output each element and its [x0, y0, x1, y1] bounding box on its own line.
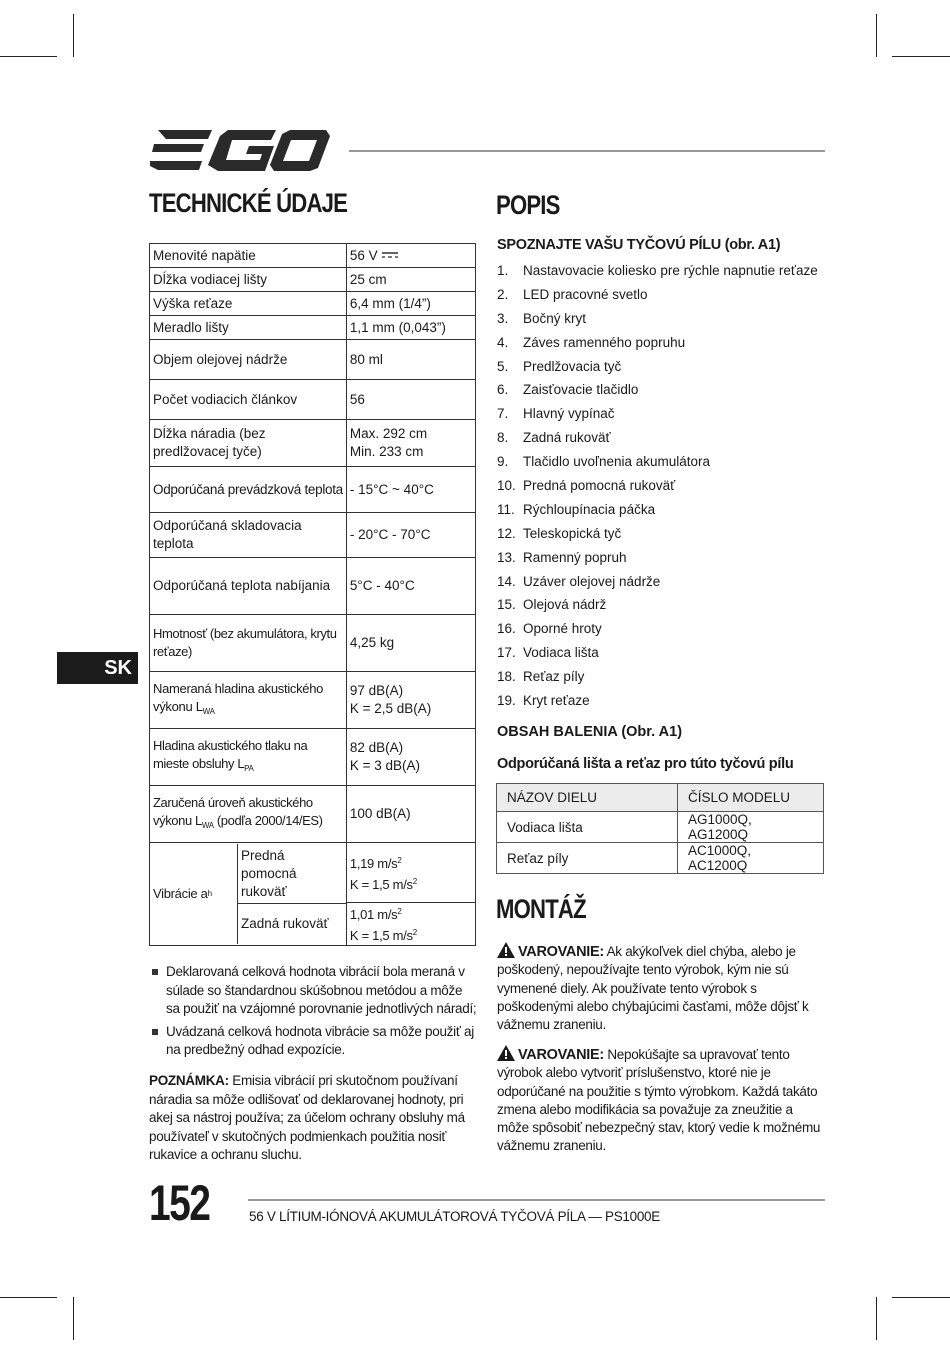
spec-value: 1,01 $m/s^2$ K = 1,5 $m/s^2$	[346, 903, 475, 946]
spec-value: - 20°C - 70°C	[346, 513, 475, 558]
spec-value: 4,25 kg	[346, 615, 475, 672]
spec-label: Odporúčaná teplota nabíjania	[150, 558, 347, 615]
spec-value: 97 dB(A) K = 2,5 dB(A)	[346, 672, 475, 729]
list-item: 14. Uzáver olejovej nádrže	[497, 573, 661, 589]
crop-mark	[73, 14, 74, 57]
column-header: NÁZOV DIELU	[497, 784, 678, 812]
vibration-handle: Predná pomocná rukoväť	[238, 844, 346, 904]
list-item: 11. Rýchloupínacia páčka	[497, 501, 656, 517]
warning-icon	[497, 942, 515, 958]
warning-text: Ak akýkoľvek diel chýba, alebo je poškodený, nepoužívajte tento výrobok, kým nie sú vymenené diely. Ak používate tento výrobok s poškodenými alebo chýbajúcimi časťami, môže dôjsť k vážnemu zraneniu.	[497, 944, 809, 1033]
list-item: 18. Reťaz píly	[497, 669, 585, 685]
table-row	[150, 380, 476, 420]
dc-symbol-icon	[381, 251, 399, 259]
spec-value: 82 dB(A) K = 3 dB(A)	[346, 729, 475, 786]
footer-text: 56 V LÍTIUM-IÓNOVÁ AKUMULÁTOROVÁ TYČOVÁ PÍLA — PS1000E	[249, 1209, 660, 1224]
ego-logo	[150, 130, 330, 172]
vibration-handle: Zadná rukoväť	[241, 916, 329, 931]
know-your-saw-heading: SPOZNAJTE VAŠU TYČOVÚ PÍLU (obr. A1)	[497, 237, 781, 253]
assembly-title: MONTÁŽ	[496, 894, 586, 924]
note-paragraph	[149, 1072, 469, 1165]
bullet-item: Deklarovaná celková hodnota vibrácií bola meraná v súlade so štandardnou skúšobnou metódou a môže sa použiť na vzájomné porovnanie jednotlivých náradí;	[149, 963, 479, 1019]
recommended-heading: Odporúčaná lišta a reťaz pro túto tyčovú pílu	[497, 756, 794, 772]
list-item: 8. Zadná rukoväť	[497, 430, 611, 446]
spec-label: Menovité napätie	[150, 244, 347, 268]
crop-mark	[0, 1297, 57, 1298]
table-row	[150, 843, 476, 903]
table-cell: AC1000Q, AC1200Q	[678, 843, 824, 874]
table-header-row	[497, 784, 824, 812]
warning-paragraph	[497, 1045, 827, 1156]
table-row	[150, 558, 476, 615]
list-item: 6. Zaisťovacie tlačidlo	[497, 382, 639, 398]
warning-text: Nepokúšajte sa upravovať tento výrobok alebo vytvoriť príslušenstvo, ktoré nie je odporúčané na použitie s týmto výrobkom. Každá takáto zmena alebo modifikácia sa považuje za zneužitie a môže spôsobiť nebezpečný stav, ktorý vedie k možnému vážnemu zraneniu.	[497, 1047, 821, 1154]
list-item: 9. Tlačidlo uvoľnenia akumulátora	[497, 454, 711, 470]
technical-data-title: TECHNICKÉ ÚDAJE	[149, 188, 348, 218]
list-item: 7. Hlavný vypínač	[497, 406, 615, 422]
table-row	[150, 786, 476, 843]
spec-value: 56 V	[346, 244, 475, 268]
package-contents-heading: OBSAH BALENIA (Obr. A1)	[497, 724, 683, 740]
table-cell: Vodiaca lišta	[497, 812, 678, 843]
table-row	[150, 268, 476, 292]
table-row	[150, 340, 476, 380]
note-text: Emisia vibrácií pri skutočnom používaní náradia sa môže odlišovať od deklarovanej hodnoty, pri akej sa nástroj používa; za účelom ochrany obsluhy má používateľ v skutočných podmienkach použitia nosiť rukavice a ochranu sluchu.	[149, 1073, 465, 1162]
vibration-bullets	[149, 963, 479, 1064]
spec-value: 56	[346, 380, 475, 420]
spec-label: Odporúčaná prevádzková teplota	[150, 467, 347, 513]
list-item: 16. Oporné hroty	[497, 621, 602, 637]
table-row	[150, 420, 476, 467]
column-header: ČÍSLO MODELU	[678, 784, 824, 812]
table-row	[150, 615, 476, 672]
spec-label: Zaručená úroveň akustického výkonu $L_{WA}$ (podľa 2000/14/ES)	[150, 786, 347, 843]
spec-value: 6,4 mm (1/4”)	[346, 292, 475, 316]
spec-label: Hladina akustického tlaku na mieste obsluhy $L_{PA}$	[150, 729, 347, 786]
spec-label: Odporúčaná skladovacia teplota	[150, 513, 347, 558]
list-item: 3. Bočný kryt	[497, 310, 587, 326]
list-item: 13. Ramenný popruh	[497, 549, 627, 565]
table-row	[150, 244, 476, 268]
warning-paragraph	[497, 942, 827, 1034]
crop-mark	[892, 1297, 950, 1298]
spec-value: 100 dB(A)	[346, 786, 475, 843]
table-cell: Reťaz píly	[497, 843, 678, 874]
spec-label: Výška reťaze	[150, 292, 347, 316]
spec-label: Hmotnosť (bez akumulátora, krytu reťaze)	[150, 615, 347, 672]
header-rule	[349, 150, 825, 152]
table-row	[150, 513, 476, 558]
list-item: 12. Teleskopická tyč	[497, 525, 622, 541]
table-row	[150, 292, 476, 316]
spec-label: Dĺžka náradia (bez predlžovacej tyče)	[150, 420, 347, 467]
table-row	[150, 467, 476, 513]
spec-label: Dĺžka vodiacej lišty	[150, 268, 347, 292]
warning-label: VAROVANIE:	[518, 944, 604, 960]
spec-value: 1,1 mm (0,043”)	[346, 316, 475, 340]
table-row	[150, 672, 476, 729]
table-row	[150, 316, 476, 340]
spec-table	[149, 243, 476, 946]
crop-mark	[876, 14, 877, 57]
list-item: 2. LED pracovné svetlo	[497, 286, 648, 302]
spec-value: 25 cm	[346, 268, 475, 292]
list-item: 10. Predná pomocná rukoväť	[497, 478, 676, 494]
bullet-item: Uvádzaná celková hodnota vibrácie sa môže použiť aj na predbežný odhad expozície.	[149, 1023, 479, 1060]
spec-value: 80 ml	[346, 340, 475, 380]
model-table	[496, 783, 824, 874]
spec-label: Nameraná hladina akustického výkonu $L_{WA}$	[150, 672, 347, 729]
table-cell: AG1000Q, AG1200Q	[678, 812, 824, 843]
warning-label: VAROVANIE:	[518, 1047, 604, 1063]
spec-label: Meradlo lišty	[150, 316, 347, 340]
list-item: 4. Záves ramenného popruhu	[497, 334, 686, 350]
spec-label: Počet vodiacich článkov	[150, 380, 347, 420]
table-row	[497, 843, 824, 874]
note-label: POZNÁMKA:	[149, 1073, 229, 1088]
crop-mark	[876, 1297, 877, 1340]
spec-value: 5°C - 40°C	[346, 558, 475, 615]
list-item: 17. Vodiaca lišta	[497, 645, 599, 661]
description-title: POPIS	[496, 190, 560, 220]
vibration-label: Vibrácie a h Predná pomocná rukoväť Zadná rukoväť	[150, 843, 347, 946]
list-item: 1. Nastavovacie koliesko pre rýchle napnutie reťaze	[497, 263, 818, 278]
language-tab: SK	[57, 652, 138, 684]
list-item: 19. Kryt reťaze	[497, 693, 590, 709]
crop-mark	[892, 56, 950, 57]
spec-value: 1,19 $m/s^2$ K = 1,5 $m/s^2$	[346, 843, 475, 903]
spec-value: Max. 292 cm Min. 233 cm	[346, 420, 475, 467]
warning-icon	[497, 1045, 515, 1061]
spec-value: - 15°C ~ 40°C	[346, 467, 475, 513]
footer-rule	[248, 1199, 825, 1201]
list-item: 15. Olejová nádrž	[497, 597, 607, 613]
list-item: 5. Predlžovacia tyč	[497, 358, 622, 374]
parts-list	[497, 262, 827, 716]
table-row	[497, 812, 824, 843]
table-row	[150, 729, 476, 786]
spec-label: Objem olejovej nádrže	[150, 340, 347, 380]
page-number: 152	[149, 1175, 210, 1231]
crop-mark	[0, 56, 57, 57]
crop-mark	[73, 1297, 74, 1340]
